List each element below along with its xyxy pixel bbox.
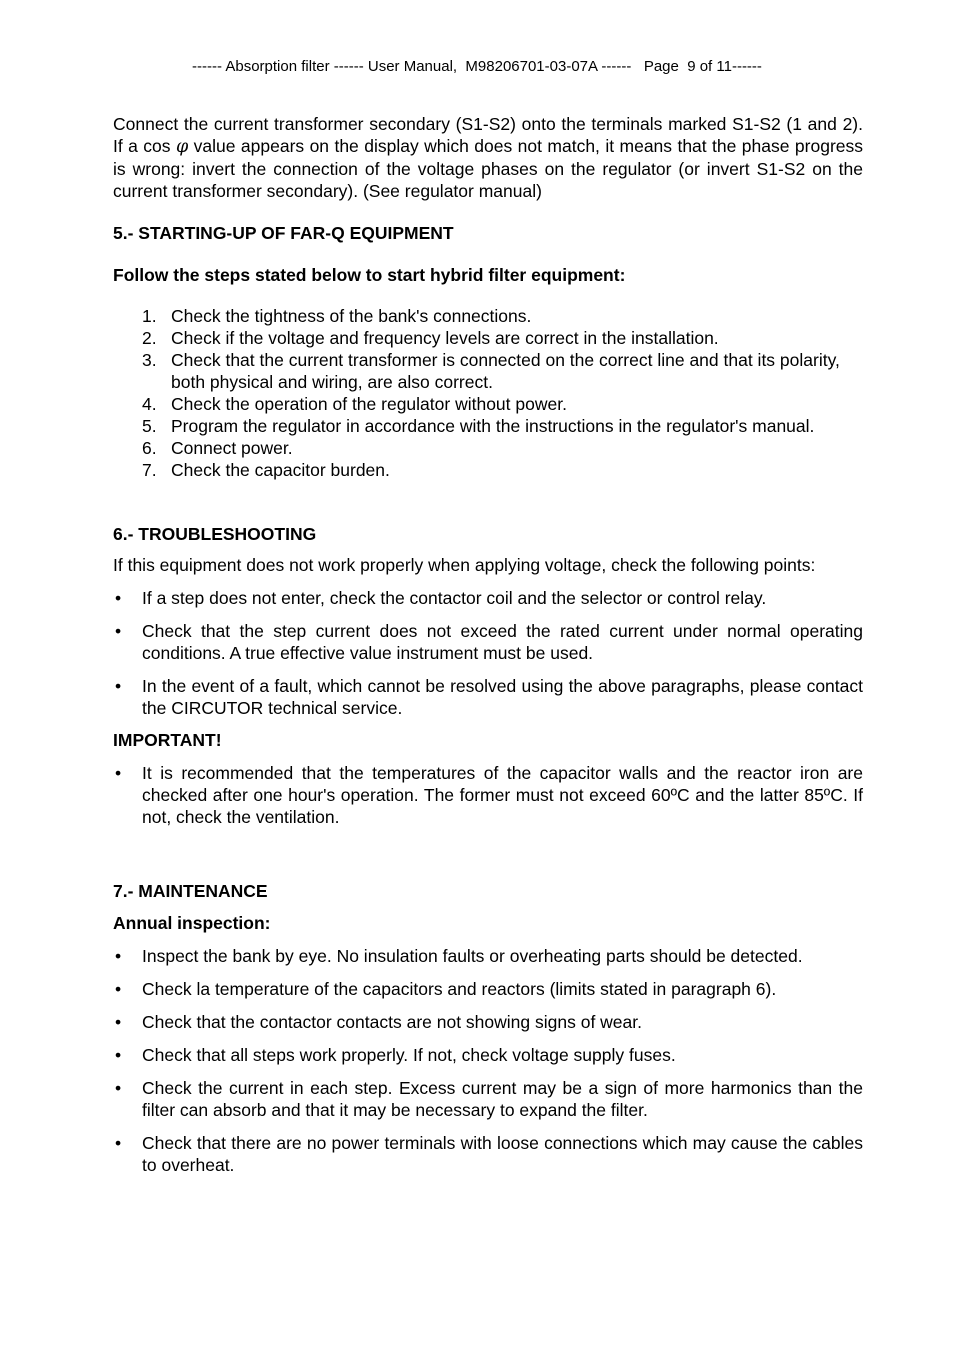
bullet-icon: •	[115, 621, 122, 641]
step-text: Check the operation of the regulator without power.	[171, 394, 567, 414]
list-item	[113, 1044, 863, 1066]
step-number: 5.	[142, 416, 157, 436]
phi-symbol: φ	[175, 137, 189, 157]
troubleshooting-list	[113, 587, 863, 719]
bullet-text: If a step does not enter, check the contactor coil and the selector or control relay.	[142, 588, 767, 608]
list-item	[113, 415, 863, 437]
section5-title: 5.- STARTING-UP OF FAR-Q EQUIPMENT	[113, 223, 454, 243]
section5-subtitle: Follow the steps stated below to start hybrid filter equipment:	[113, 265, 626, 285]
intro-paragraph	[113, 113, 863, 202]
bullet-icon: •	[115, 1078, 122, 1098]
bullet-text: Check la temperature of the capacitors and reactors (limits stated in paragraph 6).	[142, 979, 777, 999]
step-number: 3.	[142, 350, 157, 370]
bullet-icon: •	[115, 979, 122, 999]
bullet-text: Check that the contactor contacts are not showing signs of wear.	[142, 1012, 642, 1032]
list-item	[113, 393, 863, 415]
step-text: Program the regulator in accordance with the instructions in the regulator's manual.	[171, 416, 815, 436]
step-text: Check the tightness of the bank's connections.	[171, 306, 532, 326]
bullet-text: In the event of a fault, which cannot be resolved using the above paragraphs, please contact the CIRCUTOR technical service.	[142, 676, 863, 718]
important-label: IMPORTANT!	[113, 730, 222, 750]
step-number: 6.	[142, 438, 157, 458]
bullet-text: Check that there are no power terminals with loose connections which may cause the cables to overheat.	[142, 1133, 863, 1175]
list-item	[113, 459, 863, 481]
list-item	[113, 945, 863, 967]
important-list	[113, 762, 863, 828]
page-header: ------ Absorption filter ------ User Manual, M98206701-03-07A ------ Page 9 of 11------	[192, 58, 762, 75]
step-text: Check that the current transformer is connected on the correct line and that its polarity, both physical and wiring, are also correct.	[171, 350, 840, 392]
list-item	[113, 587, 863, 609]
list-item	[113, 675, 863, 719]
list-item	[113, 1077, 863, 1121]
step-number: 1.	[142, 306, 157, 326]
step-number: 7.	[142, 460, 157, 480]
list-item	[113, 978, 863, 1000]
list-item	[113, 620, 863, 664]
bullet-icon: •	[115, 1133, 122, 1153]
bullet-icon: •	[115, 1045, 122, 1065]
bullet-icon: •	[115, 946, 122, 966]
intro-text-2: value appears on the display which does not match, it means that the phase progress is wrong: invert the connection of the voltage phases on the regulator (or invert S1-S2 on the current transformer secondary). (See regulator manual)	[113, 136, 863, 201]
bullet-text: Check the current in each step. Excess current may be a sign of more harmonics than the filter can absorb and that it may be necessary to expand the filter.	[142, 1078, 863, 1120]
bullet-icon: •	[115, 1012, 122, 1032]
step-text: Connect power.	[171, 438, 293, 458]
list-item	[113, 1011, 863, 1033]
bullet-icon: •	[115, 763, 122, 783]
startup-steps-list	[113, 305, 863, 481]
section7-title: 7.- MAINTENANCE	[113, 881, 268, 901]
maintenance-list	[113, 945, 863, 1176]
list-item	[113, 762, 863, 828]
bullet-text: Check that all steps work properly. If not, check voltage supply fuses.	[142, 1045, 676, 1065]
step-number: 4.	[142, 394, 157, 414]
bullet-text: It is recommended that the temperatures of the capacitor walls and the reactor iron are checked after one hour's operation. The former must not exceed 60ºC and the latter 85ºC. If not, check the ventilation.	[142, 763, 863, 827]
bullet-icon: •	[115, 588, 122, 608]
intro-text-1: Connect the current transformer secondary (S1-S2) onto the terminals marked S1-S2 (1 and 2). If a cos	[113, 114, 863, 156]
step-text: Check if the voltage and frequency levels are correct in the installation.	[171, 328, 719, 348]
list-item	[113, 437, 863, 459]
section7-subtitle: Annual inspection:	[113, 913, 271, 933]
step-text: Check the capacitor burden.	[171, 460, 390, 480]
list-item	[113, 349, 863, 393]
step-number: 2.	[142, 328, 157, 348]
list-item	[113, 1132, 863, 1176]
page-content	[113, 113, 863, 1176]
bullet-text: Inspect the bank by eye. No insulation faults or overheating parts should be detected.	[142, 946, 803, 966]
bullet-icon: •	[115, 676, 122, 696]
list-item	[113, 305, 863, 327]
section6-title: 6.- TROUBLESHOOTING	[113, 524, 317, 544]
section6-intro: If this equipment does not work properly when applying voltage, check the following points:	[113, 555, 816, 575]
bullet-text: Check that the step current does not exceed the rated current under normal operating conditions. A true effective value instrument must be used.	[142, 621, 863, 663]
list-item	[113, 327, 863, 349]
